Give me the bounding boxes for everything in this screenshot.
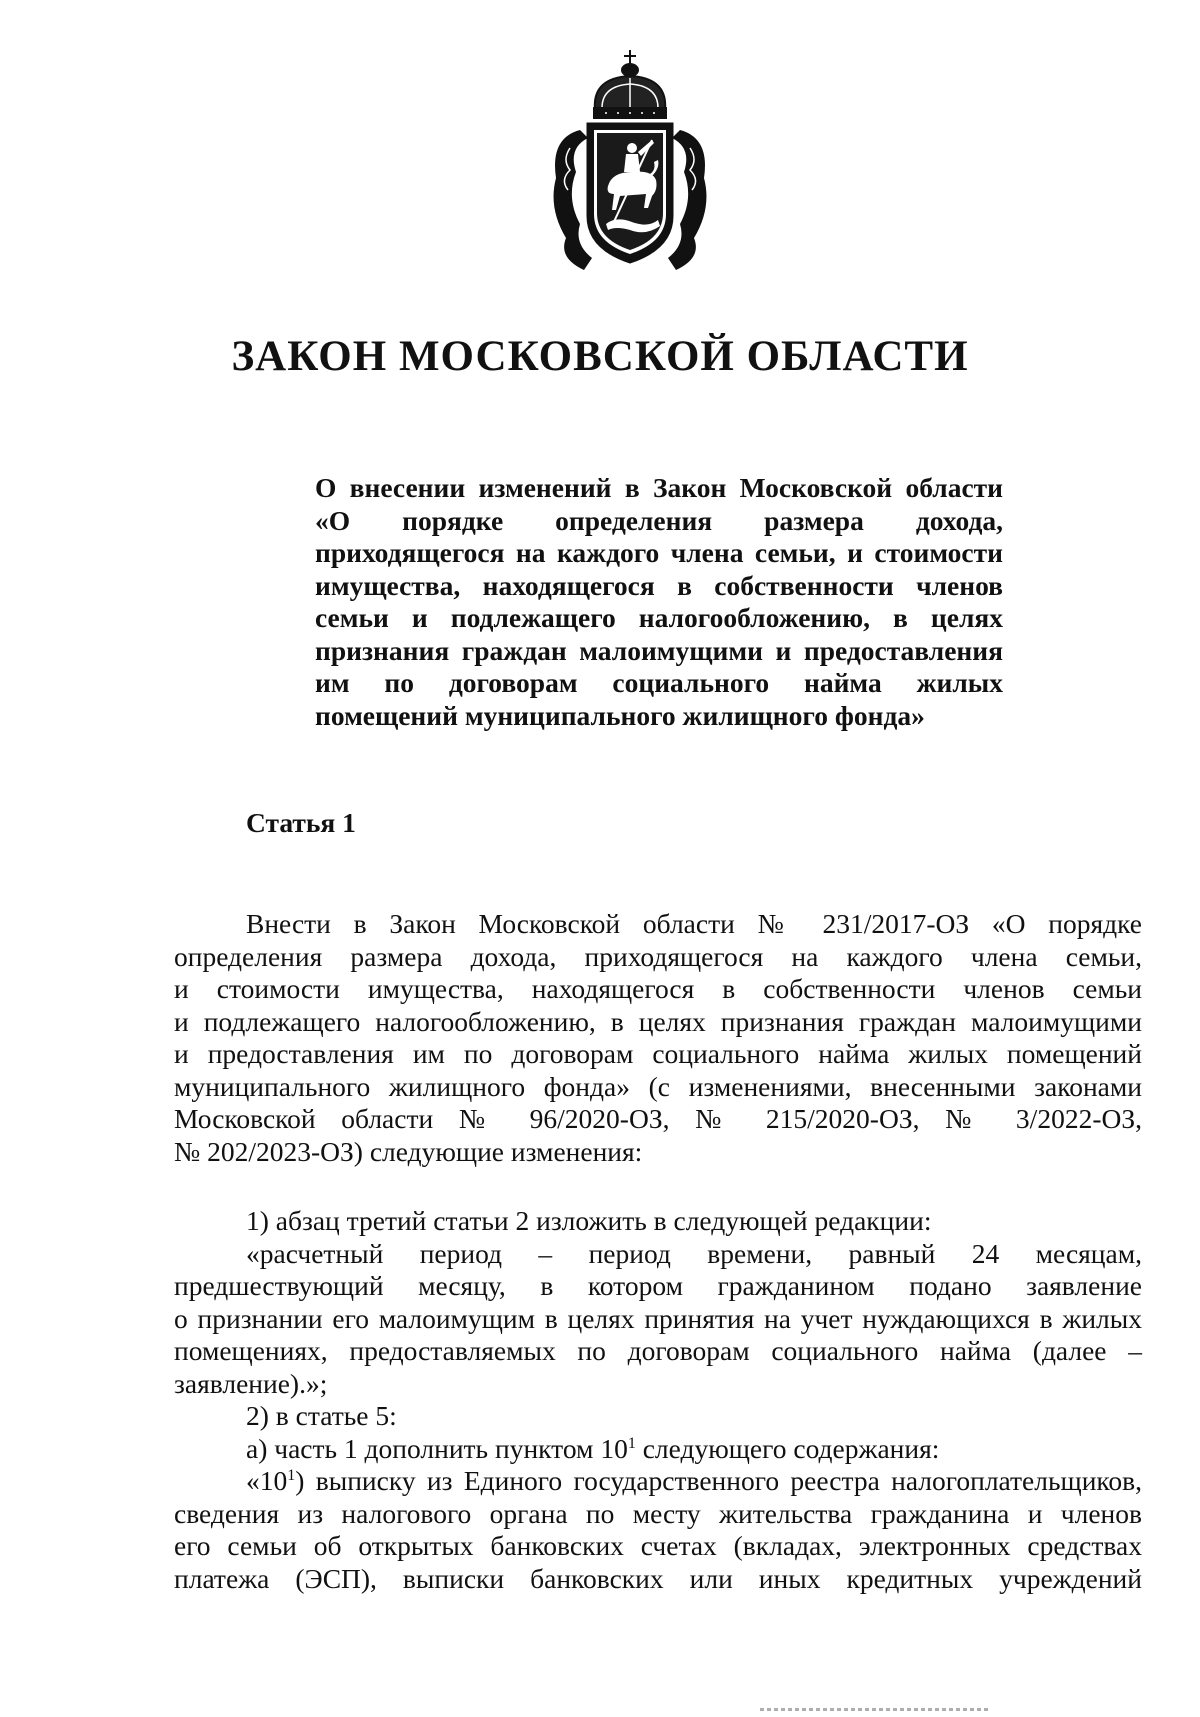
paragraph-line: Московской области № 96/2020-ОЗ, № 215/2020-ОЗ, № 3/2022-ОЗ,: [174, 1103, 1142, 1134]
coat-of-arms-emblem: [540, 48, 720, 278]
document-title: ЗАКОН МОСКОВСКОЙ ОБЛАСТИ: [231, 333, 969, 380]
paragraph-line: [174, 1465, 1142, 1498]
paragraph-line: «расчетный период – период времени, равный 24 месяцам,: [246, 1237, 1142, 1269]
paragraph-line: и стоимости имущества, находящегося в собственности членов семьи: [174, 973, 1142, 1004]
paragraph-line: сведения из налогового органа по месту жительства гражданина и членов: [174, 1497, 1142, 1529]
change-item-2a: [174, 1433, 1142, 1466]
paragraph-line: предшествующий месяцу, в котором гражданином подано заявление: [174, 1270, 1142, 1301]
paragraph-line: заявление).»;: [174, 1367, 328, 1399]
subtitle-line: имущества, находящегося в собственности членов: [315, 569, 1003, 601]
paragraph-line: его семьи об открытых банковских счетах (вкладах, электронных средствах: [174, 1530, 1142, 1561]
paragraph-line: и подлежащего налогообложению, в целях признания граждан малоимущими: [174, 1005, 1142, 1037]
paragraph-line: № 202/2023-ОЗ) следующие изменения:: [174, 1135, 643, 1167]
quote-sup: 1: [287, 1466, 296, 1484]
law-subtitle: [315, 472, 1003, 732]
paragraph-line: и предоставления им по договорам социального найма жилых помещений: [174, 1038, 1142, 1069]
change-item-1-heading: 1) абзац третий статьи 2 изложить в следующей редакции:: [246, 1205, 932, 1236]
item-2a-sup: 1: [627, 1434, 636, 1452]
paragraph-line: муниципального жилищного фонда» (с изменениями, внесенными законами: [174, 1070, 1142, 1102]
item-2a-text: а) часть 1 дополнить пунктом 10: [246, 1432, 628, 1464]
subtitle-line: помещений муниципального жилищного фонда»: [315, 699, 925, 731]
subtitle-line: приходящегося на каждого члена семьи, и стоимости: [315, 537, 1003, 568]
article-changes: [174, 1205, 1142, 1595]
paragraph-line: о признании его малоимущим в целях принятия на учет нуждающихся в жилых: [174, 1302, 1142, 1334]
quote-open: «10: [246, 1465, 288, 1496]
subtitle-line: им по договорам социального найма жилых: [315, 667, 1003, 698]
subtitle-line: признания граждан малоимущими и предоставления: [315, 634, 1003, 666]
article-heading: Статья 1: [246, 807, 356, 838]
scan-artifact: [760, 1708, 990, 1711]
paragraph-line: платежа (ЭСП), выписки банковских или иных кредитных учреждений: [174, 1562, 1142, 1594]
quote-rest: ) выписку из Единого государственного реестра налогоплательщиков,: [295, 1465, 1142, 1496]
paragraph-line: Внести в Закон Московской области № 231/2017-ОЗ «О порядке: [246, 908, 1142, 939]
article-intro-paragraph: [174, 908, 1142, 1168]
subtitle-line: семьи и подлежащего налогообложению, в целях: [315, 602, 1003, 633]
paragraph-line: определения размера дохода, приходящегося на каждого члена семьи,: [174, 940, 1142, 972]
paragraph-line: помещениях, предоставляемых по договорам социального найма (далее –: [174, 1335, 1142, 1366]
subtitle-line: «О порядке определения размера дохода,: [315, 504, 1003, 536]
item-2a-tail: следующего содержания:: [635, 1432, 940, 1464]
change-item-2-heading: 2) в статье 5:: [246, 1400, 397, 1431]
subtitle-line: О внесении изменений в Закон Московской области: [315, 472, 1003, 503]
